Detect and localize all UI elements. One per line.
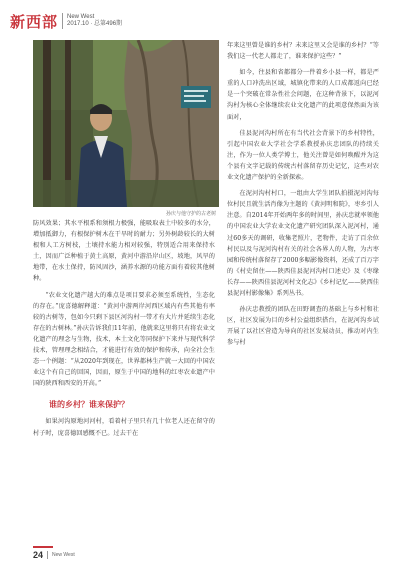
- footer-accent-bar: [33, 546, 53, 548]
- feature-photo: [33, 40, 219, 207]
- body-paragraph: 如果河沟原地河河村，看着村子里只有几十位老人还在留守的村子时，庞喜德回感慨不已。过去干在: [33, 418, 215, 437]
- body-paragraph: 孙庆忠教授的团队在田野调查的基础上与乡村和社区，社区发展为目的乡村公益组织搭台，在泥河沟乡试开展了以社区营造为导向的社区发展动员，推动对内生参与村: [227, 306, 379, 347]
- left-text-column: [33, 218, 215, 439]
- body-paragraph: “农业文化遗产越大的难点是项目要求必须至系统性，生态化的存在。”庞喜德解释道：“黄河中游两岸河西区域内有些其他有率较的古树等，包如今只剩下县区河沟村一带才有大片并延续生态化存在的古树林。”孙庆告诉我们11年前，他就来这里将只有将农业文化遗产的理念与生物，技术，本土文化等同保护下来并与现代科学技术，管理理念相结合，才能进行有效的保护和传承，向全社会生态一个例题：“从2020年到现在，世界都林生产就一大回的中国农业这个有自己的回国，因而，原生于中国的地科的红枣农业遗产中国的陕西和西安的开高。”: [33, 291, 215, 388]
- logo-divider: [62, 13, 63, 29]
- footer-divider: [47, 551, 48, 559]
- body-paragraph: 在泥河沟村村口，一组由大学生团队拍摄泥河沟每位村民且就生活肖像为主题的《黄河明和院》，枣乡引人注意。自2014年开始两年多的时间里，孙庆忠就率领他的中国农业大学农业文化遗产研究团队深入泥河村，通过60多天的调研，收集老照片，老物件，走访了百余位村民以及与泥河沟村有关的社会各界人的人物，为古枣园和传统村落留存了2000多幅影像资料，还成了百万字的《村史留住——陕西佳县泥河沟村口述史》及《枣缘长存——陕西佳县泥河村文化志》《乡村记忆——陕西佳县泥河村影像集》系列丛书。: [227, 190, 379, 297]
- page-footer: [33, 550, 75, 560]
- body-paragraph: 佳县泥河沟村所在有当代社会背景下的乡村特性，引起中国农业大学社会学系教授孙庆忠团队的持续关注，作为一位人类学博士，他关注曾是如何唤醒并为这个县有文字记载的传统古村落留存历史记忆，这些对农业文化遗产保护的全新探索。: [227, 129, 379, 182]
- logo-english: New West: [67, 14, 95, 20]
- logo-issue: 2017.10 · 总第496期: [67, 21, 123, 27]
- photo-caption: 孙庆与他守护的古老树: [166, 211, 217, 217]
- footer-magazine-name: New West: [52, 552, 75, 558]
- right-text-column: [227, 40, 379, 348]
- page-number: 24: [33, 550, 44, 560]
- body-paragraph: 防风效果；其水平根系和须根力极强，能吸取表土中较多的水分，增加抵御力，有根保护树木在干旱时的耐力；另外树龄较长的大树根和人工方树枝，土壤持水能力相对较强，特别适合用来保持水土，因而广泛种植于黄土高原，黄河中游沿岸山区，坡地，风旱的地带，在水土保持，防风固沙，涵养水源的功能方面有着较其他树种。: [33, 220, 215, 283]
- body-paragraph: 如今，往县和省都都分一件着乡小县一样，都是严重的人口冲洗出区域，城镇化带来的人口成都返向已经是一个突破在常杂性社会问题，在这种背景下，以泥河沟村为核心全体继续农业文化遗产的此项意保然面为该面对，: [227, 69, 379, 121]
- magazine-logo: 新西部: [10, 12, 59, 31]
- logo-english-block: [67, 14, 122, 28]
- masthead: [10, 8, 122, 34]
- section-heading: 谁的乡村？谁来保护？: [49, 400, 129, 410]
- body-paragraph: 年来这里曾是谁的乡村？未来这里又会是谁的乡村？“等我们这一代老人都走了，谁来保护这些？”: [227, 42, 379, 61]
